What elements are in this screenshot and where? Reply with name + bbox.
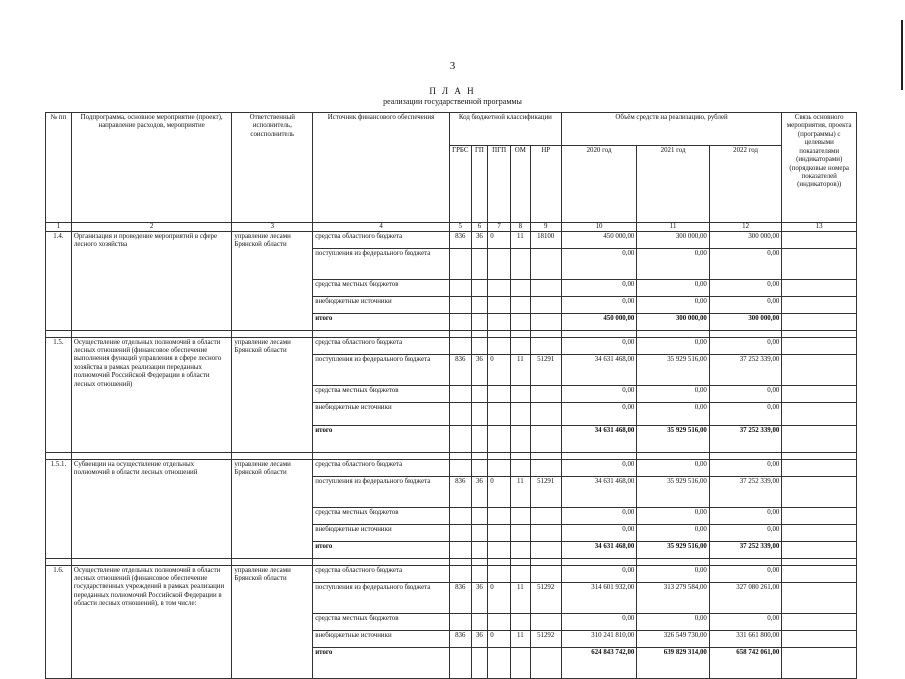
amount-2022: 658 742 061,00 (709, 647, 782, 678)
om-cell (511, 296, 531, 313)
link-cell (782, 630, 857, 647)
item-name: Осуществление отдельных полномочий в области лесных отношений (финансовое обеспечение выполнения функций управления в сфере лесного хозяйства в рамках реализации переданных полномочий Российской Федерации в области лесных отношений) (71, 337, 232, 452)
column-number: 10 (561, 223, 637, 232)
spacer-cell (449, 452, 471, 459)
gp-cell (471, 279, 488, 296)
amount-2022: 0,00 (709, 507, 782, 524)
nr-cell (530, 337, 561, 354)
nr-cell (530, 507, 561, 524)
nr-cell (530, 385, 561, 402)
grbs-cell (449, 402, 471, 425)
nr-cell (530, 279, 561, 296)
om-cell (511, 337, 531, 354)
grbs-cell (449, 613, 471, 630)
nr-cell: 18100 (530, 231, 561, 248)
pgp-cell (488, 313, 511, 330)
header-2022: 2022 год (709, 146, 782, 223)
column-number-row (46, 223, 857, 232)
spacer-cell (782, 330, 857, 337)
grbs-cell (449, 647, 471, 678)
nr-cell (530, 647, 561, 678)
table-row (46, 337, 857, 354)
amount-2020: 314 601 932,00 (561, 582, 637, 613)
amount-2020: 310 241 810,00 (561, 630, 637, 647)
amount-2020: 0,00 (561, 296, 637, 313)
amount-2021: 326 549 730,00 (637, 630, 710, 647)
amount-2020: 34 631 468,00 (561, 354, 637, 385)
spacer-cell (561, 558, 637, 565)
source-cell: итого (313, 313, 450, 330)
pgp-cell (488, 524, 511, 541)
grbs-cell (449, 296, 471, 313)
nr-cell: 51291 (530, 476, 561, 507)
link-cell (782, 476, 857, 507)
pgp-cell: 0 (488, 354, 511, 385)
grbs-cell (449, 565, 471, 582)
gp-cell (471, 296, 488, 313)
link-cell (782, 524, 857, 541)
link-cell (782, 459, 857, 476)
amount-2022: 0,00 (709, 385, 782, 402)
source-cell: средства областного бюджета (313, 337, 450, 354)
amount-2022: 327 080 261,00 (709, 582, 782, 613)
grbs-cell (449, 524, 471, 541)
om-cell (511, 385, 531, 402)
amount-2020: 0,00 (561, 385, 637, 402)
amount-2022: 37 252 339,00 (709, 476, 782, 507)
nr-cell (530, 524, 561, 541)
header-source: Источник финансового обеспечения (313, 113, 450, 223)
om-cell: 11 (511, 630, 531, 647)
gp-cell (471, 248, 488, 279)
source-cell: внебюджетные источники (313, 524, 450, 541)
block-spacer (46, 558, 857, 565)
gp-cell (471, 541, 488, 558)
link-cell (782, 279, 857, 296)
spacer-cell (637, 452, 710, 459)
nr-cell (530, 459, 561, 476)
pgp-cell (488, 613, 511, 630)
amount-2021: 0,00 (637, 524, 710, 541)
nr-cell (530, 402, 561, 425)
table-row (46, 231, 857, 248)
om-cell (511, 541, 531, 558)
spacer-cell (637, 558, 710, 565)
source-cell: внебюджетные источники (313, 296, 450, 313)
spacer-cell (449, 330, 471, 337)
header-pgp: ПГП (488, 146, 511, 223)
om-cell (511, 524, 531, 541)
column-number: 11 (637, 223, 710, 232)
amount-2022: 37 252 339,00 (709, 425, 782, 452)
pgp-cell (488, 385, 511, 402)
grbs-cell: 836 (449, 582, 471, 613)
om-cell (511, 613, 531, 630)
spacer-cell (637, 330, 710, 337)
pgp-cell (488, 565, 511, 582)
amount-2021: 0,00 (637, 279, 710, 296)
item-responsible: управление лесами Брянской области (232, 459, 313, 558)
spacer-cell (46, 330, 72, 337)
link-cell (782, 354, 857, 385)
spacer-cell (471, 452, 488, 459)
amount-2020: 34 631 468,00 (561, 425, 637, 452)
grbs-cell: 836 (449, 354, 471, 385)
column-number: 8 (511, 223, 531, 232)
amount-2022: 37 252 339,00 (709, 541, 782, 558)
grbs-cell: 836 (449, 630, 471, 647)
nr-cell: 51292 (530, 630, 561, 647)
amount-2021: 0,00 (637, 613, 710, 630)
gp-cell: 36 (471, 231, 488, 248)
pgp-cell: 0 (488, 630, 511, 647)
nr-cell (530, 541, 561, 558)
table-row (46, 459, 857, 476)
spacer-cell (782, 452, 857, 459)
om-cell: 11 (511, 476, 531, 507)
amount-2021: 0,00 (637, 459, 710, 476)
column-number: 1 (46, 223, 72, 232)
amount-2021: 35 929 516,00 (637, 541, 710, 558)
gp-cell: 36 (471, 630, 488, 647)
amount-2020: 0,00 (561, 279, 637, 296)
nr-cell (530, 565, 561, 582)
link-cell (782, 231, 857, 248)
spacer-cell (530, 452, 561, 459)
link-cell (782, 613, 857, 630)
grbs-cell (449, 507, 471, 524)
om-cell (511, 507, 531, 524)
amount-2020: 0,00 (561, 565, 637, 582)
item-number: 1.5.1. (46, 459, 72, 558)
block-spacer (46, 330, 857, 337)
gp-cell (471, 385, 488, 402)
amount-2021: 0,00 (637, 385, 710, 402)
column-number: 2 (71, 223, 232, 232)
column-number: 13 (782, 223, 857, 232)
gp-cell: 36 (471, 582, 488, 613)
amount-2021: 0,00 (637, 565, 710, 582)
column-number: 5 (449, 223, 471, 232)
amount-2020: 624 843 742,00 (561, 647, 637, 678)
source-cell: поступления из федерального бюджета (313, 582, 450, 613)
pgp-cell (488, 248, 511, 279)
spacer-cell (471, 558, 488, 565)
source-cell: внебюджетные источники (313, 630, 450, 647)
spacer-cell (71, 558, 232, 565)
spacer-cell (313, 330, 450, 337)
amount-2020: 0,00 (561, 613, 637, 630)
spacer-cell (71, 330, 232, 337)
spacer-cell (782, 558, 857, 565)
link-cell (782, 296, 857, 313)
pgp-cell: 0 (488, 231, 511, 248)
grbs-cell (449, 279, 471, 296)
om-cell: 11 (511, 582, 531, 613)
om-cell (511, 459, 531, 476)
source-cell: поступления из федерального бюджета (313, 248, 450, 279)
column-number: 6 (471, 223, 488, 232)
header-volume: Объём средств на реализацию, рублей (561, 113, 782, 146)
grbs-cell (449, 541, 471, 558)
om-cell (511, 279, 531, 296)
gp-cell (471, 459, 488, 476)
spacer-cell (511, 330, 531, 337)
spacer-cell (46, 452, 72, 459)
nr-cell (530, 296, 561, 313)
header-no: № пп (46, 113, 72, 223)
source-cell: средства областного бюджета (313, 459, 450, 476)
gp-cell (471, 524, 488, 541)
amount-2022: 0,00 (709, 296, 782, 313)
spacer-cell (471, 330, 488, 337)
header-subprogram: Подпрограмма, основное мероприятие (проект), направление расходов, мероприятие (71, 113, 232, 223)
amount-2020: 34 631 468,00 (561, 476, 637, 507)
amount-2021: 35 929 516,00 (637, 476, 710, 507)
amount-2021: 35 929 516,00 (637, 354, 710, 385)
header-2020: 2020 год (561, 146, 637, 223)
pgp-cell: 0 (488, 476, 511, 507)
spacer-cell (709, 558, 782, 565)
item-responsible: управление лесами Брянской области (232, 337, 313, 452)
amount-2021: 0,00 (637, 402, 710, 425)
page-edge-mark (901, 20, 903, 90)
source-cell: внебюджетные источники (313, 402, 450, 425)
spacer-cell (561, 330, 637, 337)
link-cell (782, 313, 857, 330)
spacer-cell (232, 558, 313, 565)
item-name: Субвенции на осуществление отдельных полномочий в области лесных отношений (71, 459, 232, 558)
amount-2020: 0,00 (561, 524, 637, 541)
spacer-cell (511, 558, 531, 565)
om-cell (511, 313, 531, 330)
spacer-cell (488, 452, 511, 459)
header-budget-code: Код бюджетной классификации (449, 113, 561, 146)
spacer-cell (709, 452, 782, 459)
spacer-cell (313, 558, 450, 565)
link-cell (782, 647, 857, 678)
column-number: 9 (530, 223, 561, 232)
link-cell (782, 507, 857, 524)
amount-2022: 0,00 (709, 402, 782, 425)
gp-cell: 36 (471, 354, 488, 385)
om-cell (511, 647, 531, 678)
amount-2021: 0,00 (637, 507, 710, 524)
item-name: Осуществление отдельных полномочий в области лесных отношений (финансовое обеспечение государственных учреждений в рамках реализации переданных полномочий Российской Федерации в области лесных отношений), в том числе: (71, 565, 232, 678)
amount-2021: 639 829 314,00 (637, 647, 710, 678)
om-cell (511, 402, 531, 425)
grbs-cell: 836 (449, 476, 471, 507)
gp-cell (471, 402, 488, 425)
header-om: ОМ (511, 146, 531, 223)
plan-body (46, 231, 857, 678)
pgp-cell (488, 425, 511, 452)
amount-2022: 0,00 (709, 524, 782, 541)
pgp-cell (488, 402, 511, 425)
plan-table (45, 112, 857, 679)
amount-2020: 0,00 (561, 248, 637, 279)
gp-cell (471, 565, 488, 582)
link-cell (782, 248, 857, 279)
spacer-cell (46, 558, 72, 565)
header-responsible: Ответственный исполнитель, соисполнитель (232, 113, 313, 223)
column-number: 3 (232, 223, 313, 232)
gp-cell (471, 647, 488, 678)
grbs-cell: 836 (449, 231, 471, 248)
link-cell (782, 337, 857, 354)
column-number: 4 (313, 223, 450, 232)
page-number: 3 (449, 60, 456, 72)
header-grbs: ГРБС (449, 146, 471, 223)
amount-2022: 300 000,00 (709, 313, 782, 330)
grbs-cell (449, 385, 471, 402)
item-number: 1.4. (46, 231, 72, 330)
gp-cell (471, 507, 488, 524)
spacer-cell (488, 330, 511, 337)
amount-2022: 37 252 339,00 (709, 354, 782, 385)
grbs-cell (449, 313, 471, 330)
grbs-cell (449, 248, 471, 279)
pgp-cell (488, 296, 511, 313)
gp-cell (471, 613, 488, 630)
source-cell: итого (313, 647, 450, 678)
link-cell (782, 425, 857, 452)
source-cell: поступления из федерального бюджета (313, 476, 450, 507)
amount-2021: 0,00 (637, 337, 710, 354)
pgp-cell (488, 647, 511, 678)
spacer-cell (313, 452, 450, 459)
pgp-cell (488, 541, 511, 558)
item-responsible: управление лесами Брянской области (232, 231, 313, 330)
source-cell: средства местных бюджетов (313, 385, 450, 402)
amount-2022: 0,00 (709, 337, 782, 354)
spacer-cell (488, 558, 511, 565)
amount-2020: 0,00 (561, 337, 637, 354)
nr-cell (530, 248, 561, 279)
pgp-cell: 0 (488, 582, 511, 613)
column-number: 7 (488, 223, 511, 232)
amount-2022: 300 000,00 (709, 231, 782, 248)
header-row (46, 113, 857, 146)
spacer-cell (232, 452, 313, 459)
nr-cell (530, 613, 561, 630)
source-cell: средства местных бюджетов (313, 279, 450, 296)
spacer-cell (449, 558, 471, 565)
link-cell (782, 541, 857, 558)
amount-2021: 313 279 584,00 (637, 582, 710, 613)
amount-2022: 331 661 800,00 (709, 630, 782, 647)
amount-2022: 0,00 (709, 279, 782, 296)
item-responsible: управление лесами Брянской области (232, 565, 313, 678)
amount-2021: 0,00 (637, 248, 710, 279)
nr-cell: 51291 (530, 354, 561, 385)
spacer-cell (530, 558, 561, 565)
spacer-cell (71, 452, 232, 459)
page-title: П Л А Н (429, 86, 476, 96)
amount-2021: 35 929 516,00 (637, 425, 710, 452)
gp-cell: 36 (471, 476, 488, 507)
amount-2022: 0,00 (709, 613, 782, 630)
item-number: 1.5. (46, 337, 72, 452)
source-cell: итого (313, 541, 450, 558)
amount-2022: 0,00 (709, 459, 782, 476)
spacer-cell (511, 452, 531, 459)
grbs-cell (449, 337, 471, 354)
item-name: Организация и проведение мероприятий в сфере лесного хозяйства (71, 231, 232, 330)
om-cell: 11 (511, 231, 531, 248)
source-cell: итого (313, 425, 450, 452)
grbs-cell (449, 425, 471, 452)
amount-2020: 450 000,00 (561, 313, 637, 330)
spacer-cell (530, 330, 561, 337)
header-link: Связь основного мероприятия, проекта (программы) с целевыми показателями (индикаторами) (порядковые номера показателей (индикаторов)) (782, 113, 857, 223)
nr-cell (530, 313, 561, 330)
link-cell (782, 582, 857, 613)
source-cell: поступления из федерального бюджета (313, 354, 450, 385)
nr-cell: 51292 (530, 582, 561, 613)
gp-cell (471, 337, 488, 354)
column-number: 12 (709, 223, 782, 232)
spacer-cell (232, 330, 313, 337)
link-cell (782, 385, 857, 402)
source-cell: средства местных бюджетов (313, 507, 450, 524)
source-cell: средства областного бюджета (313, 565, 450, 582)
grbs-cell (449, 459, 471, 476)
amount-2020: 0,00 (561, 459, 637, 476)
gp-cell (471, 425, 488, 452)
amount-2021: 300 000,00 (637, 231, 710, 248)
amount-2020: 0,00 (561, 402, 637, 425)
amount-2020: 450 000,00 (561, 231, 637, 248)
om-cell (511, 425, 531, 452)
page-subtitle: реализации государственной программы (383, 97, 522, 106)
link-cell (782, 565, 857, 582)
pgp-cell (488, 507, 511, 524)
source-cell: средства областного бюджета (313, 231, 450, 248)
amount-2020: 34 631 468,00 (561, 541, 637, 558)
spacer-cell (709, 330, 782, 337)
amount-2021: 300 000,00 (637, 313, 710, 330)
amount-2021: 0,00 (637, 296, 710, 313)
gp-cell (471, 313, 488, 330)
link-cell (782, 402, 857, 425)
header-2021: 2021 год (637, 146, 710, 223)
block-spacer (46, 452, 857, 459)
amount-2022: 0,00 (709, 565, 782, 582)
amount-2022: 0,00 (709, 248, 782, 279)
source-cell: средства местных бюджетов (313, 613, 450, 630)
nr-cell (530, 425, 561, 452)
table-row (46, 565, 857, 582)
header-gp: ГП (471, 146, 488, 223)
pgp-cell (488, 279, 511, 296)
item-number: 1.6. (46, 565, 72, 678)
header-nr: НР (530, 146, 561, 223)
pgp-cell (488, 459, 511, 476)
om-cell (511, 248, 531, 279)
om-cell: 11 (511, 354, 531, 385)
om-cell (511, 565, 531, 582)
amount-2020: 0,00 (561, 507, 637, 524)
spacer-cell (561, 452, 637, 459)
pgp-cell (488, 337, 511, 354)
